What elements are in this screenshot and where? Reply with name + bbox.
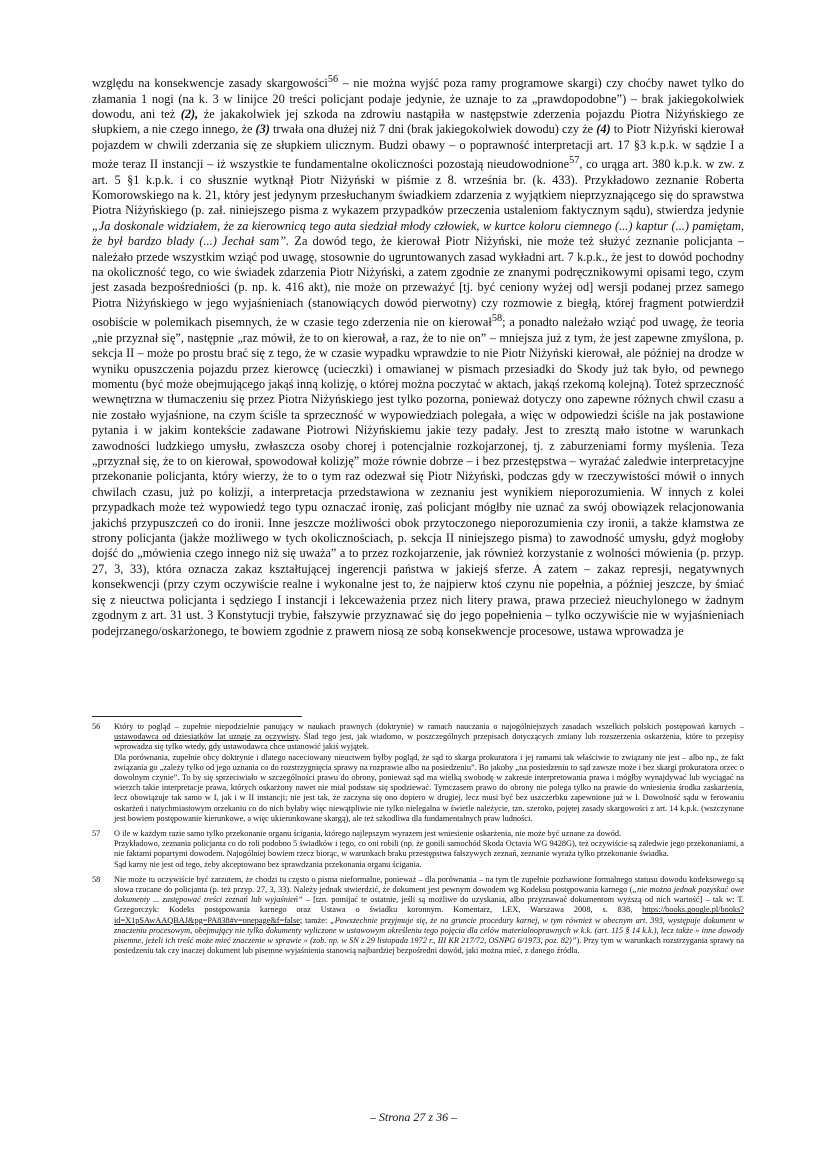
footnote-ref-56[interactable]: 56 [327,74,339,85]
footnote-58: 58 Nie może tu oczywiście być zarzutem, że chodzi tu często o pisma nieformalne, ponieważ – dla porównania – na tym tle zupełnie pozbawione formalnego statusu dowodu kodeksowego są słowa rzucane do policjanta (p. też przyp. 27, 3, 33). Należy jednak stwierdzić, że dokument jest pewnym dowodem wg Kodeksu postępowania karnego („nie można jednak pozyskać owe dokumenty ... zastępować treści zeznań lub wyjaśnień” – [tzn. pomijać te ostatnie, jeśli są możliwe do uzyskania, albo przyznawać dokumentom wyższą od nich wartość] – tak w: T. Grzegorczyk: Kodeks postępowania karnego oraz Ustawa o świadku koronnym. Komentarz, LEX, Warszawa 2008, s. 838, https://books.google.pl/books?id=X1pSAwAAQBAJ&pg=PA838#v=onepage&f=false; tamże: „Powszechnie przyjmuje się, że na gruncie procedury karnej, w tym również w obecnym art. 393, występuje dokument w znaczeniu procesowym, obejmujący nie tylko dokumenty wyliczone w ustawowym określeniu tego pojęcia dla celów materialnoprawnych w k.k. (art. 115 § 14 k.k.), lecz także » inne dowody pisemne, jeżeli ich treść może mieć znaczenie w sprawie « (zob. np. w SN z 29 listopada 1972 r., III KR 217/72, OSNPG 6/1973, poz. 82)”). Przy tym w warunkach rozstrzygania sprawy na posiedzeniu tak czy inaczej dokument lub pisemne wyjaśnienia stanowią najbardziej bezpośredni dowód, jaki można mieć, z danego źródła. [92,874,745,956]
page-number: – Strona 27 z 36 – [369,1110,458,1124]
main-text [92,72,744,639]
footnote-ref-57[interactable]: 57 [569,155,580,167]
witness-quote: „Ja doskonale widziałem, że za kierownicą tego auta siedział młody człowiek, w kurtce koloru ciemnego (...) kaptur (...) pamiętam, że był bardzo blady (...) Jechał sam”. [92,218,744,249]
footnote-56: 56 Który to pogląd – zupełnie niepodzielnie panujący w naukach prawnych (doktrynie) w ramach nauczania o najogólniejszych zasadach wszelkich polskich postępowań karnych – ustawodawca od dziesiątków lat uznaje za oczywisty. Ślad tego jest, jak wiadomo, w poszczególnych przepisach dotyczących zmiany lub rozszerzenia oskarżenia, które to przepisy wprowadza się tylko wtedy, gdy ustawodawca chce ustanowić jakiś wyjątek. Dla porównania, zupełnie obcy doktrynie i dlatego naceciowany nieuctwem byłby pogląd, że sąd to skarga prokuratora i jej ramami tak właściwie to związany nie jest – albo np., że fakt związania go „zależy tylko od jego uznania co do rozstrzygnięcia sprawy na rozprawie albo na posiedzeniu”. Bo jakoby „na posiedzeniu to sąd zawsze może i bez skargi prokuratora orzec o dowolnym czynie”. To by się sprzeciwiało w szczególności prawu do obrony, ponieważ sąd ma wielką swobodę w zakresie interpretowania prawa i mógłby wynajdywać lub wyciągać na wierzch takie interpretacje prawa, których oskarżony nawet nie miał podstaw się spodziewać. Tymczasem prawo do obrony nie polega tylko na prawie do wniesienia środka zaskarżenia, lecz obowiązuje tak samo w I, jak i w II instancji; nie jest tak, że zaczyna się ono dopiero w drugiej, lecz musi być bez uszczerbku zapewnione już w I. Dowolność sądu w ferowaniu oskarżeń i natychmiastowym orzekaniu co do nich byłaby więc niewątpliwie nie tylko nielegalna w świetle należycie, tzn. szeroko, pojętej zasady skargowości z art. 14 k.p.k. (wszczynane jest bowiem postępowanie kierunkowe, a więc ukierunkowane skargą), ale też szkodliwa dla fundamentalnych praw ludności. [92,722,744,823]
footnote-57: 57 O ile w każdym razie samo tylko przekonanie organu ścigania, którego najlepszym wyrazem jest wniesienie oskarżenia, nie może być uznane za dowód. Przykładowo, zeznania policjanta co do roli podobno 5 świadków i tego, co oni robili (np. że gonili samochód Skoda Octavia WG 9428G), też oczywiście są zaledwie jego przekonaniami, a nie faktami popartymi dowodem. Najogólniej bowiem rzecz biorąc, w warunkach braku przestępstwa fałszywych zeznań, zeznanie wyraża tylko przekonanie świadka. Sąd karny nie jest od tego, żeby akceptowano bez sprawdzania przekonania organu ścigania. [92,829,744,869]
marker-3: (3) [255,122,270,137]
marker-4: (4) [596,122,611,137]
footnote-ref-58[interactable]: 58 [491,313,503,325]
footnote-separator [92,716,302,717]
footnotes [92,722,744,961]
marker-2: (2), [180,106,199,121]
footnote-number: 57 [92,829,101,839]
footnote-link[interactable]: ustawodawca od dziesiątków lat uznaje za oczywisty [114,732,299,742]
footnote-number: 58 [92,874,101,884]
books-google-link[interactable]: https://books.google.pl/books?id=X1pSAwAAQBAJ&pg=PA838#v=onepage&f=false [114,905,744,925]
main-paragraph: względu na konsekwencje zasady skargowości$^{56}$ – nie można wyjść poza ramy programowe skargi) czy choćby nawet tylko do złamania 1 nogi (na k. 3 w linijce 20 treści policjant podaje jedynie, że uznaje to za „prawdopodobne”) – brak jakiegokolwiek dowodu, ani też (2), że jakakolwiek jej szkoda na zdrowiu nastąpiła w następstwie zderzenia pojazdu Piotra Niżyńskiego ze słupkiem, a nie czego innego, że (3) trwała ona dłużej niż 7 dni (brak jakiegokolwiek dowodu) czy że (4) to Piotr Niżyński kierował pojazdem w chwili zderzania się ze słupkiem ulicznym. Budzi obawy – o poprawność interpretacji art. 17 §3 k.p.k. w sądzie I a może teraz II instancji – iż wszystkie te fundamentalne okoliczności pozostają nieudowodnione$^{57}$, co urąga art. 380 k.p.k. w zw. z art. 5 §1 k.p.k. i co słusznie wytknął Piotr Niżyński w piśmie z 8. września br. (k. 433). Przykładowo zeznanie Roberta Komorowskiego na k. 21, który jest jedynym przesłuchanym świadkiem zdarzenia z wyjątkiem nieprzyznającego się do sprawstwa Piotra Niżyńskiego (p. zał. niniejszego pisma z wykazem przypadków przeczenia ustaleniom faktycznym sądu), stwierdza jedynie „Ja doskonale widziałem, że za kierownicą tego auta siedział młody człowiek, w kurtce koloru ciemnego (...) kaptur (...) pamiętam, że był bardzo blady (...) Jechał sam”. Za dowód tego, że kierował Piotr Niżyński, nie może też służyć zeznanie policjanta – należało przede wszystkim wziąć pod uwagę, stosownie do ugruntowanych zasad wykładni art. 7 k.p.k., że jest to dowód pochodny na okoliczność tego, co wie świadek zdarzenia Piotr Niżyński, a zatem zgodnie ze znanymi podręcznikowymi opisami tego, czym jest zasada bezpośredniości (p. np. k. 416 akt), nie może on przeważyć [tj. być ceniony wyżej od] wersji podanej przez samego Piotra Niżyńskiego w jego wyjaśnieniach (stanowiących dowód pierwotny) czy rozmowie z biegłą, której fragment potwierdził osobiście w polemikach pisemnych, że w czasie tego zderzenia nie on kierował$^{58}$; a ponadto należało wziąć pod uwagę, że teoria „nie przyznał się”, następnie „raz mówił, że to on kierował, a raz, że to nie on” – mniejsza już z tym, że jest zapewne zmyślona, p. sekcja II – może po prostu brać się z tego, że w czasie wypadku wprawdzie to nie Piotr Niżyński kierował, ale później na drodze w wyniku opuszczenia pojazdu przez kierowcę (ucieczki) i omawianej w pismach przesiadki do Skody już tak było, od pewnego momentu (być może obejmującego jakąś inną kolizję, o której można poczytać w aktach, jakąś rzekomą kolejną). Toteż sprzeczność wewnętrzna w tłumaczeniu się przez Piotra Niżyńskiego jest tylko pozorna, ponieważ dotyczy ono zapewne różnych chwil czasu a nie zostało wyjaśnione, na czym ściśle ta sprzeczność w wypowiedziach polegała, a więc w odpowiedzi ściśle na jak postawione pytania i w jakim kontekście zadawane Piotrowi Niżyńskiemu jakie tezy padały. Jest to zresztą mało istotne w warunkach zawodności ludzkiego umysłu, zwłaszcza osoby chorej i potencjalnie rozkojarzonej, tj. z zaburzeniami formy myślenia. Teza „przyznał się, że to on kierował, spowodował kolizję” może równie dobrze – i bez przestępstwa – wyrażać zaledwie interpretacyjne przekonanie policjanta, który wierzy, że to o tym raz odezwał się Piotr Niżyński, podczas gdy w rzeczywistości mówił o innych chwilach czasu, już po kolizji, a interpretacja przedstawiona w zeznaniu jest wynikiem nieporozumienia. W innych z kolei przypadkach może też wypowiedź tego typu oznaczać ironię, zaś policjant mógłby nie uznać za swój obowiązek relacjonowania jakichś przypuszczeń co do ironii. Inne jeszcze możliwości obok przytoczonego nieporozumienia czy ironii, a także kłamstwa ze strony policjanta (jakże możliwego w tych okolicznościach, p. sekcja II niniejszego pisma) to zawodność umysłu, gdyż mogłoby dojść do „mówienia czego innego niż się uważa” a to przez rozkojarzenie, jak również korzystanie z wolności mówienia (p. przyp. 27, 3, 33), która oznacza zakaz kształtującej ingerencji państwa w jakiejś sferze. A zatem – zakaz represji, negatywnych konsekwencji (przy czym oczywiście realne i wykonalne jest to, że najpierw ktoś czynu nie popełnia, a później jeszcze, by śmiać się z nieuctwa policjanta i sędziego I instancji i lekceważenia przez nich litery prawa, prawa przecież nieuchylonego w żadnym zgodnym z art. 31 ust. 3 Konstytucji trybie, fałszywie przyznawać się do jego popełnienia – tylko oczywiście nie w wyjaśnieniach podejrzanego/oskarżonego, te bowiem zgodnie z prawem niosą ze sobą konsekwencje procesowe, ustawa wprowadza je [92,74,745,638]
footnote-number: 56 [92,722,101,731]
